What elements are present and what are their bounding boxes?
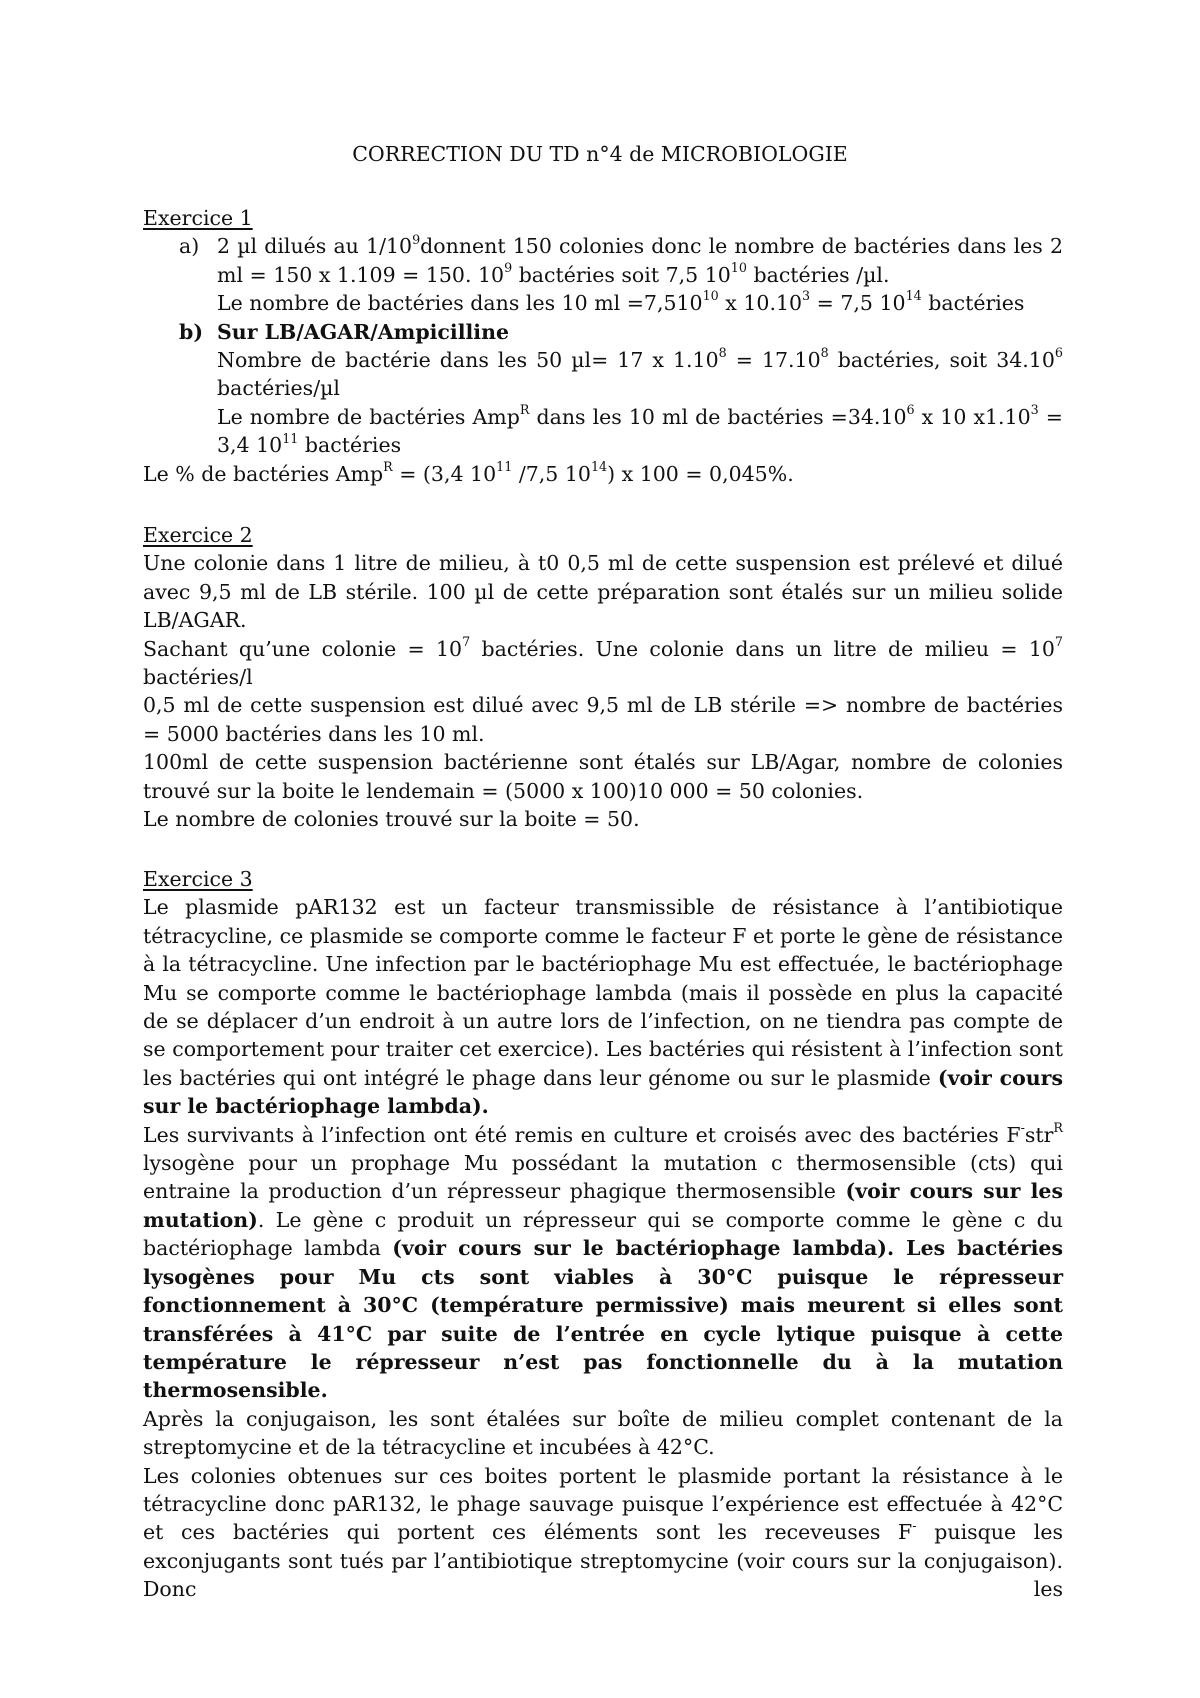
paragraph: Les survivants à l’infection ont été remis en culture et croisés avec des bactéries F-str$^R$ lysogène pour un prophage Mu possédant la mutation c thermosensible (cts) qui entraine la production d’un répresseur phagique thermosensible (voir cours sur les mutation). Le gène c produit un répresseur qui se comporte comme le gène c du bactériophage lambda (voir cours sur le bactériophage lambda). Les bactéries lysogènes pour Mu cts sont viables à 30°C puisque le répresseur fonctionnement à 30°C (température permissive) mais meurent si elles sont transférées à 41°C par suite de l’entrée en cycle lytique puisque à cette température le répresseur n’est pas fonctionnelle du à la mutation thermosensible. (143, 1119, 1064, 1403)
page-title: CORRECTION DU TD n°4 de MICROBIOLOGIE (352, 142, 848, 166)
paragraph: Le nombre de colonies trouvé sur la boite = 50. (143, 807, 640, 832)
exercise-2-heading: Exercice 2 (143, 523, 253, 547)
paragraph: 100ml de cette suspension bactérienne sont étalés sur LB/Agar, nombre de colonies trouvé sur la boite le lendemain = (5000 x 100)10 000 = 50 colonies. (143, 750, 1063, 803)
text-line: Nombre de bactérie dans les 50 µl= 17 x $1.10^8 = 17.10^8$ bactéries, soit 34.10$^6$ (217, 345, 1063, 373)
text-line: Le nombre de bactéries dans les 10 ml $=7,510^{10}$ x $10.10^3 = 7,5$ $10^{14}$ bactéries (217, 288, 1025, 316)
text-line: Le nombre de bactéries Amp$^R$ dans les 10 ml de bactéries $=34.10^6$ x 10 $x1.10^3$ = (217, 402, 1063, 429)
paragraph: Le plasmide pAR132 est un facteur transmissible de résistance à l’antibiotique tétracycline, ce plasmide se comporte comme le facteur F et porte le gène de résistance à la tétracycline. Une infection par le bactériophage Mu est effectuée, le bactériophage Mu se comporte comme le bactériophage lambda (mais il possède en plus la capacité de se déplacer d’un endroit à un autre lors de l’infection, on ne tiendra pas compte de se comportement pour traiter cet exercice). Les bactéries qui résistent à l’infection sont les bactéries qui ont intégré le phage dans leur génome ou sur le plasmide (voir cours sur le bactériophage lambda). (143, 895, 1063, 1119)
paragraph: Après la conjugaison, les sont étalées sur boîte de milieu complet contenant de la streptomycine et de la tétracycline et incubées à 42°C. (143, 1406, 1063, 1460)
paragraph: Une colonie dans 1 litre de milieu, à t0 0,5 ml de cette suspension est prélevé et dilué avec 9,5 ml de LB stérile. 100 µl de cette préparation sont étalés sur un milieu solide LB/AGAR. (143, 551, 1063, 633)
text-line: 2 µl dilués au $1/10^9donnent$ 150 colonies donc le nombre de bactéries dans les 2 (217, 231, 1063, 259)
list-marker-b: b) (179, 319, 204, 344)
text-line: bactéries/µl (217, 376, 340, 401)
text-line: ml = 150 x 1.109 = 150. $10^9$ bactéries soit 7,5 $10^{10}$ bactéries /µl. (217, 260, 890, 287)
exercise-1-part-b (143, 318, 1063, 460)
exercise-1 (143, 204, 1063, 488)
percentage-result: Le % de bactéries Amp$^R$ = (3,4 $10^{11}$ /7,5 $10^{14}$) x 100 = 0,045%. (143, 458, 794, 486)
exercise-2 (143, 521, 1063, 833)
paragraph: Les colonies obtenues sur ces boites portent le plasmide portant la résistance à le tétracycline donc pAR132, le phage sauvage puisque l’expérience est effectuée à 42°C et ces bactéries qui portent ces éléments sont les receveuses F- puisque les exconjugants sont tués par l’antibiotique streptomycine (voir cours sur la conjugaison). Donc les (143, 1463, 1063, 1602)
exercise-1-heading: Exercice 1 (143, 206, 253, 230)
text-line: 3,4 $10^{11}$ bactéries (217, 430, 402, 458)
paragraph: Sachant qu’une colonie = $10^7$ bactéries. Une colonie dans un litre de milieu = $10^7$ bactéries/l (143, 633, 1063, 690)
list-marker-a: a) (179, 234, 200, 259)
exercise-3 (143, 865, 1063, 1604)
exercise-3-heading: Exercice 3 (143, 867, 253, 891)
part-b-heading: Sur LB/AGAR/Ampicilline (217, 319, 510, 344)
exercise-1-part-a (143, 232, 1063, 317)
paragraph: 0,5 ml de cette suspension est dilué avec 9,5 ml de LB stérile => nombre de bactéries = 5000 bactéries dans les 10 ml. (143, 693, 1063, 746)
